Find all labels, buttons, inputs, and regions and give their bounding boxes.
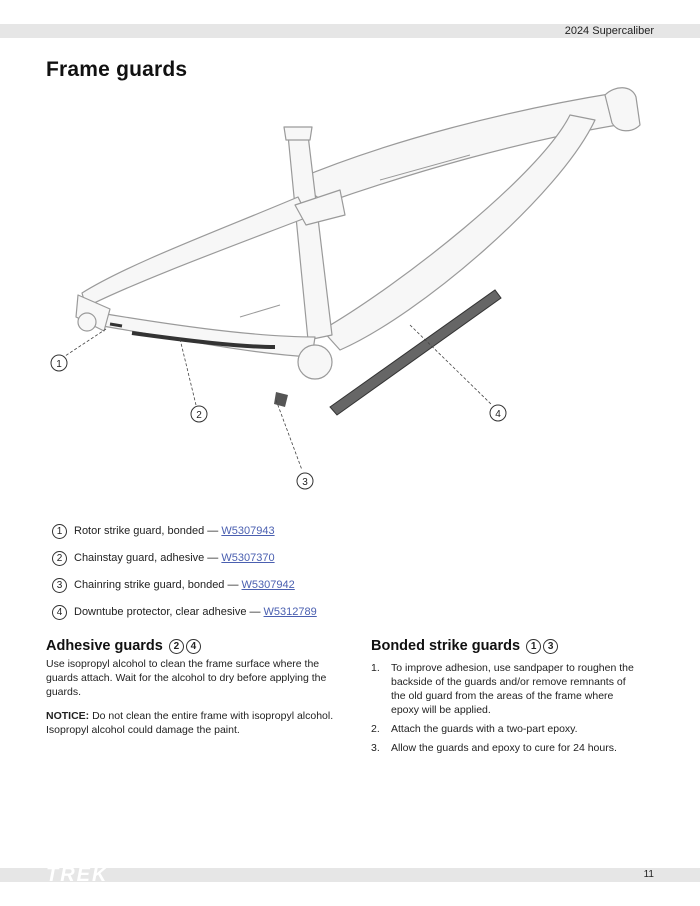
legend-item xyxy=(52,523,275,540)
callout-1 xyxy=(51,355,67,371)
step-item xyxy=(371,741,641,755)
notice-text: Do not clean the entire frame with isopropyl alcohol. Isopropyl alcohol could damage the paint. xyxy=(46,710,334,736)
svg-text:4: 4 xyxy=(495,409,501,420)
legend-text: Chainstay guard, adhesive — xyxy=(74,552,222,564)
part-number-link[interactable]: W5307943 xyxy=(221,525,275,537)
part-number-link[interactable]: W5312789 xyxy=(263,606,317,618)
bonded-strike-guards-section xyxy=(371,636,641,760)
callout-number: 3 xyxy=(52,578,67,593)
page-number: 11 xyxy=(643,869,654,880)
step-item xyxy=(371,661,641,717)
document-title: 2024 Supercaliber xyxy=(564,25,654,37)
steps-list xyxy=(371,661,641,755)
legend-item xyxy=(52,550,275,567)
step-text: Attach the guards with a two-part epoxy. xyxy=(391,723,578,735)
step-number: 3. xyxy=(371,742,380,754)
part-number-link[interactable]: W5307370 xyxy=(221,552,275,564)
svg-text:2: 2 xyxy=(196,410,202,421)
step-number: 2. xyxy=(371,723,380,735)
legend-text: Chainring strike guard, bonded — xyxy=(74,579,242,591)
step-item xyxy=(371,722,641,736)
callout-number: 1 xyxy=(52,524,67,539)
adhesive-guards-section xyxy=(46,636,336,737)
page-title: Frame guards xyxy=(46,58,188,81)
callout-number: 2 xyxy=(52,551,67,566)
legend-item xyxy=(52,577,295,594)
bonded-strike-guards-heading xyxy=(371,636,641,656)
legend-item xyxy=(52,604,317,621)
callout-4 xyxy=(490,405,506,421)
svg-text:3: 3 xyxy=(302,477,308,488)
adhesive-guards-body: Use isopropyl alcohol to clean the frame surface where the guards attach. Wait for the alcohol to dry before applying the guards. xyxy=(46,658,327,698)
legend-text: Downtube protector, clear adhesive — xyxy=(74,606,264,618)
step-text: Allow the guards and epoxy to cure for 24 hours. xyxy=(391,742,617,754)
callout-number: 4 xyxy=(186,639,201,654)
callout-2 xyxy=(191,406,207,422)
legend-text: Rotor strike guard, bonded — xyxy=(74,525,222,537)
trek-logo: TREK xyxy=(46,864,109,886)
callout-number: 2 xyxy=(169,639,184,654)
step-text: To improve adhesion, use sandpaper to roughen the backside of the guards and/or remove remnants of the old guard from the areas of the frame where epoxy will be applied. xyxy=(391,662,634,716)
adhesive-guards-heading xyxy=(46,636,336,656)
bonded-strike-guards-title: Bonded strike guards xyxy=(371,638,521,654)
frame-illustration xyxy=(40,85,660,495)
svg-text:1: 1 xyxy=(56,359,62,370)
adhesive-guards-title: Adhesive guards xyxy=(46,638,163,654)
callout-number: 3 xyxy=(543,639,558,654)
notice xyxy=(46,709,336,737)
callout-number: 1 xyxy=(526,639,541,654)
callout-3 xyxy=(297,473,313,489)
step-number: 1. xyxy=(371,662,380,674)
notice-label: NOTICE: xyxy=(46,710,90,722)
callout-number: 4 xyxy=(52,605,67,620)
part-number-link[interactable]: W5307942 xyxy=(241,579,295,591)
